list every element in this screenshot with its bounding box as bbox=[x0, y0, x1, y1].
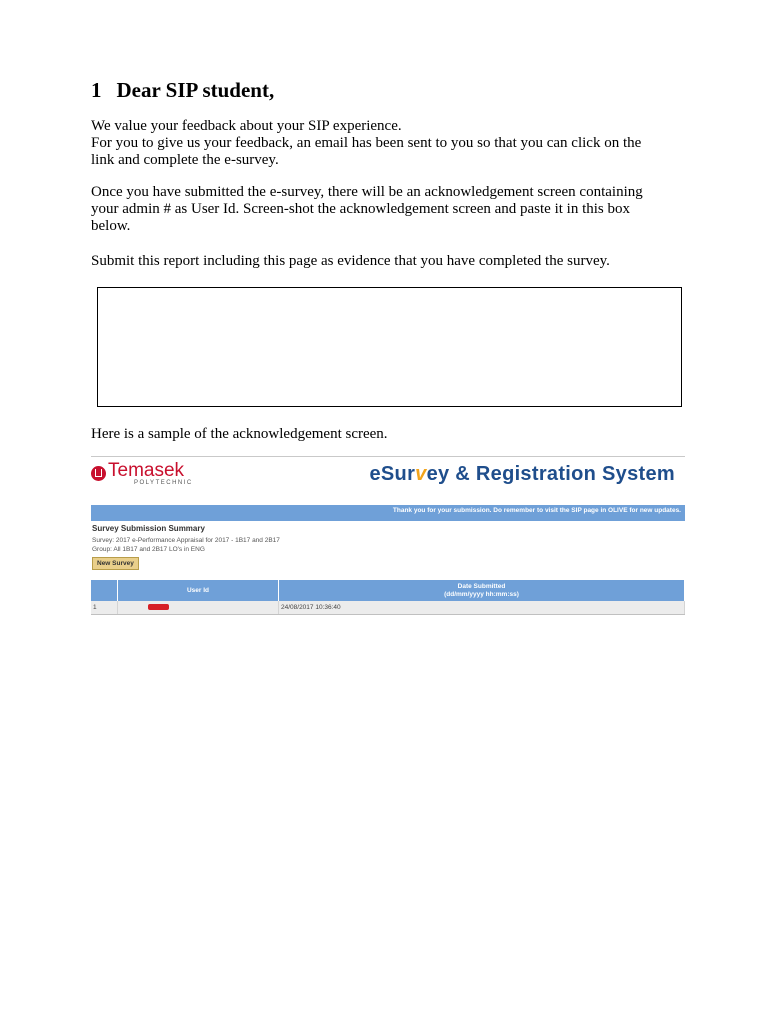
column-header-user-id: User Id bbox=[118, 580, 279, 601]
acknowledgement-sample bbox=[91, 456, 685, 619]
column-header-index bbox=[91, 580, 118, 601]
temasek-emblem-icon bbox=[91, 466, 106, 481]
brand-subtitle: POLYTECHNIC bbox=[134, 480, 193, 486]
instruction-line-1: Once you have submitted the e-survey, there will be an acknowledgement screen containing bbox=[91, 184, 643, 200]
submit-paragraph: Submit this report including this page as evidence that you have completed the survey. bbox=[91, 253, 610, 269]
section-number: 1 bbox=[91, 78, 102, 102]
sample-caption: Here is a sample of the acknowledgement screen. bbox=[91, 426, 388, 442]
notice-bar: Thank you for your submission. Do remember to visit the SIP page in OLIVE for new updates. bbox=[91, 505, 685, 521]
intro-line-2: For you to give us your feedback, an email has been sent to you so that you can click on the bbox=[91, 135, 642, 151]
column-header-date: Date Submitted (dd/mm/yyyy hh:mm:ss) bbox=[279, 580, 685, 601]
intro-line-1: We value your feedback about your SIP experience. bbox=[91, 118, 402, 134]
brand-name: Temasek bbox=[108, 460, 185, 481]
new-survey-button[interactable]: New Survey bbox=[92, 557, 139, 570]
checkmark-icon: v bbox=[415, 463, 427, 485]
table-row bbox=[91, 601, 685, 615]
row-date: 24/08/2017 10:36:40 bbox=[279, 601, 685, 615]
temasek-logo bbox=[91, 461, 193, 486]
screenshot-paste-box[interactable] bbox=[97, 287, 682, 407]
section-heading bbox=[91, 78, 274, 103]
redaction-mark bbox=[148, 604, 169, 610]
intro-line-3: link and complete the e-survey. bbox=[91, 152, 279, 168]
instruction-paragraph bbox=[91, 184, 691, 235]
row-index: 1 bbox=[91, 601, 118, 615]
summary-group: Group: All 1B17 and 2B17 LO's in ENG bbox=[92, 546, 205, 553]
table-header-row bbox=[91, 580, 685, 601]
row-user-id bbox=[118, 601, 279, 615]
instruction-line-2: your admin # as User Id. Screen-shot the acknowledgement screen and paste it in this box bbox=[91, 201, 631, 217]
intro-paragraph bbox=[91, 118, 691, 169]
section-title: Dear SIP student, bbox=[116, 78, 275, 102]
submission-table bbox=[91, 580, 685, 615]
summary-title: Survey Submission Summary bbox=[92, 524, 205, 533]
instruction-line-3: below. bbox=[91, 218, 131, 234]
esurvey-title: eSurvey & Registration System bbox=[369, 463, 675, 485]
summary-survey: Survey: 2017 e-Performance Appraisal for 2017 - 1B17 and 2B17 bbox=[92, 537, 280, 544]
